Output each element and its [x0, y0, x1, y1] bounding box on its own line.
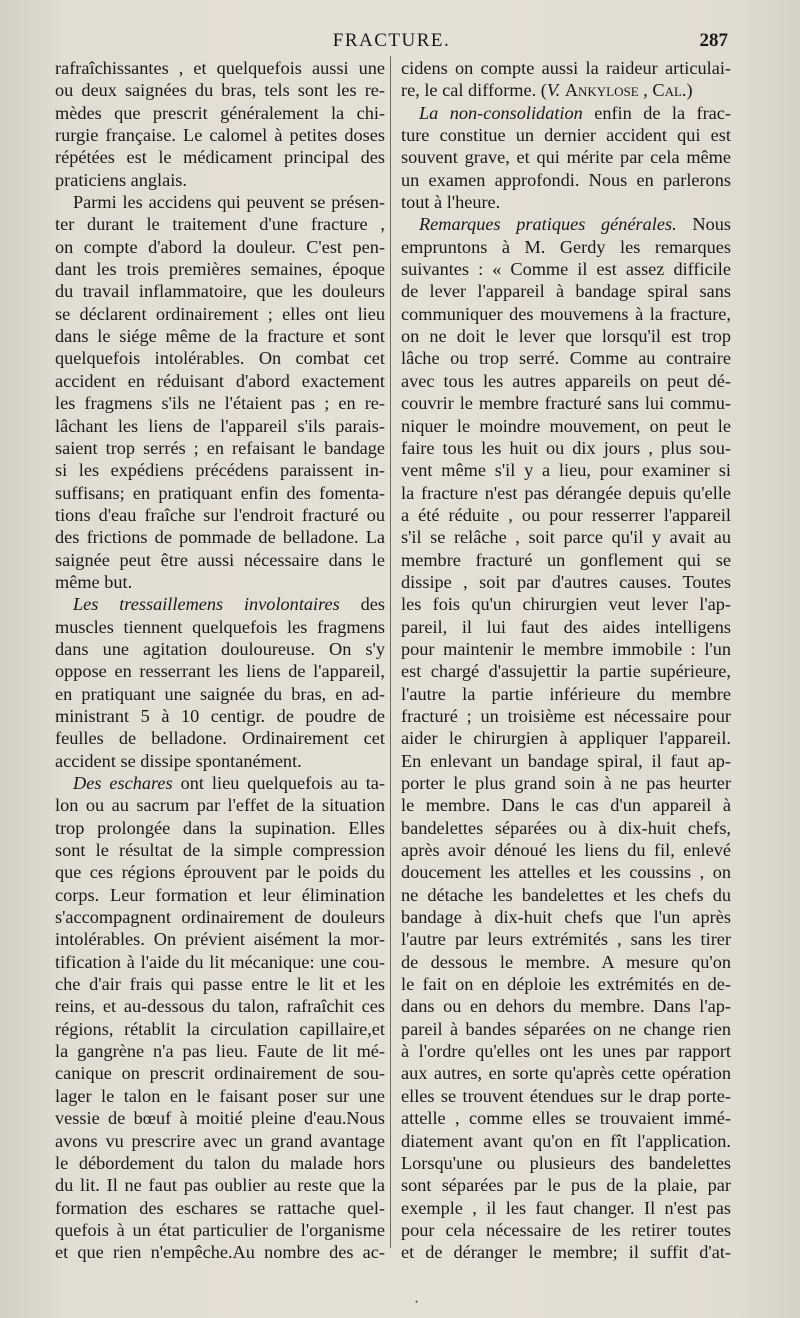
- text-line: communiquer des mouvemens à la fracture,: [401, 303, 731, 324]
- running-title: FRACTURE.: [332, 30, 451, 51]
- text-line: couvrir le membre fracturé sans lui commu-: [401, 393, 731, 414]
- text-line: a été réduite , ou pour resserrer l'appareil: [401, 504, 731, 525]
- text-line: avec tous les autres appareils on peut dé-: [401, 370, 731, 391]
- text-line: Parmi les accidens qui peuvent se présen-: [73, 192, 385, 213]
- text-line: porter le plus grand soin à ne pas heurter: [401, 773, 731, 793]
- page-number: 287: [699, 30, 728, 51]
- text-line: de lever l'appareil à bandage spiral sans: [401, 281, 731, 302]
- text-line: doucement les attelles et les coussins , on: [401, 862, 731, 883]
- text-line: et que rien n'empêche.Au nombre des ac-: [55, 1242, 385, 1263]
- text-line: formation des eschares se rattache quel-: [55, 1197, 385, 1218]
- running-header: [55, 30, 728, 56]
- text-line: tions d'eau fraîche sur l'endroit fracturé ou: [55, 504, 385, 525]
- printer-mark: •: [415, 1297, 419, 1307]
- text-line: che d'air frais qui passe entre le lit et les: [55, 974, 385, 995]
- text-line: régions, rétablit la circulation capillaire,et: [55, 1018, 385, 1039]
- text-line: reins, et au-dessous du talon, rafraîchit ces: [55, 996, 385, 1017]
- text-line: avons vu prescrire avec un grand avantage: [55, 1130, 385, 1151]
- text-line: En enlevant un bandage spiral, il faut ap-: [401, 750, 731, 771]
- text-line: dans une agitation douloureuse. On s'y: [55, 638, 385, 659]
- text-line: praticiens anglais.: [55, 169, 187, 190]
- text-line: en pratiquant une saignée du bras, en ad-: [55, 683, 385, 704]
- text-line: dans le siége même de la fracture et sont: [55, 326, 385, 347]
- text-line: même but.: [55, 571, 133, 592]
- text-line: on compte d'abord la douleur. C'est pen-: [55, 236, 385, 257]
- text-line: sont le résultat de la simple compression: [55, 840, 385, 861]
- text-line: trop prolongée dans la supination. Elles: [55, 817, 385, 838]
- text-line: empruntons à M. Gerdy les remarques: [401, 236, 731, 257]
- text-line: du travail inflammatoire, que les douleurs: [55, 281, 385, 302]
- text-line: ter durant le traitement d'une fracture ,: [55, 214, 385, 235]
- text-line: Remarques pratiques générales. Nous: [419, 214, 731, 235]
- text-line: le membre. Dans le cas d'un appareil à: [401, 795, 731, 816]
- text-line: on ne doit le lever que lorsqu'il est trop: [401, 326, 731, 347]
- text-line: aider le chirurgien à appliquer l'appareil.: [401, 728, 731, 749]
- text-line: est chargé d'assujettir la partie supérieure,: [401, 661, 731, 682]
- text-line: rafraîchissantes , et quelquefois aussi une: [55, 58, 385, 78]
- text-line: et de déranger le membre; il suffit d'at-: [401, 1242, 731, 1263]
- text-line: diatement avant qu'on en fît l'application.: [401, 1130, 731, 1151]
- text-line: pour maintenir le membre immobile : l'un: [401, 638, 731, 659]
- text-line: se déclarent ordinairement ; elles ont lieu: [55, 303, 385, 324]
- text-line: Les tressaillemens involontaires des: [73, 594, 385, 615]
- text-line: saient trop serrés ; en refaisant le bandage: [55, 437, 385, 458]
- text-line: aux autres, en sorte qu'après cette opération: [401, 1063, 731, 1084]
- text-line: quefois à un état particulier de l'organisme: [55, 1219, 385, 1240]
- text-line: lon ou au sacrum par l'effet de la situation: [55, 795, 385, 816]
- right-text-column: [401, 57, 731, 1264]
- text-line: La non-consolidation enfin de la frac-: [419, 102, 731, 123]
- text-line: suffisans; en pratiquant enfin des fomenta-: [55, 482, 385, 503]
- text-line: le fait on en déploie les extrémités en de-: [401, 974, 731, 995]
- text-line: mèdes que prescrit généralement la chi-: [55, 102, 385, 123]
- text-line: pareil, il lui faut des aides intelligens: [401, 616, 731, 637]
- text-line: intolérables. On prévient aisément la mor-: [55, 929, 385, 950]
- text-line: lâchant les liens de l'appareil s'ils parais-: [55, 415, 385, 436]
- text-line: s'accompagnent ordinairement de douleurs: [55, 907, 385, 928]
- text-line: à l'ordre qu'elles ont les unes par rapport: [401, 1041, 731, 1062]
- text-line: oppose en resserrant les liens de l'appareil,: [55, 661, 385, 682]
- text-line: ture constitue un dernier accident qui est: [401, 125, 731, 146]
- text-line: bandage à dix-huit chefs que l'un après: [401, 907, 731, 928]
- text-line: bandelettes séparées ou à dix-huit chefs,: [401, 817, 731, 838]
- text-line: quelquefois intolérables. On combat cet: [55, 348, 385, 369]
- text-line: fracturé ; un troisième est nécessaire pour: [401, 705, 731, 726]
- text-line: si les expédiens précédens paraissent in-: [55, 460, 385, 481]
- text-line: elles se trouvent étendues sur le drap porte-: [401, 1085, 731, 1106]
- text-line: les fois qu'un chirurgien veut lever l'ap-: [401, 594, 731, 615]
- text-line: niquer le moindre mouvement, on peut le: [401, 415, 731, 436]
- text-line: cidens on compte aussi la raideur articulai-: [401, 58, 731, 78]
- text-line: ministrant 5 à 10 centigr. de poudre de: [55, 705, 385, 726]
- text-line: rurgie française. Le calomel à petites doses: [55, 125, 385, 146]
- text-line: la gangrène n'a pas lieu. Faute de lit mé-: [55, 1041, 385, 1062]
- text-line: accident en réduisant d'abord exactement: [55, 370, 385, 391]
- text-line: pareil à bandes séparées on ne change rien: [401, 1018, 731, 1039]
- text-line: lager le talon en le faisant poser sur une: [55, 1085, 385, 1106]
- text-line: que ces régions éprouvent par le poids du: [55, 862, 385, 883]
- text-line: un examen approfondi. Nous en parlerons: [401, 169, 731, 190]
- text-line: muscles tiennent quelquefois les fragmens: [55, 616, 385, 637]
- text-line: la fracture n'est pas dérangée depuis qu'elle: [401, 482, 731, 503]
- text-line: ne détache les bandelettes et les chefs du: [401, 884, 731, 905]
- text-line: s'il se relâche , soit parce qu'il y avait au: [401, 527, 731, 548]
- text-line: le débordement du talon du malade hors: [55, 1152, 385, 1173]
- text-line: souvent grave, et qui mérite par cela même: [401, 147, 731, 168]
- column-divider: [390, 56, 391, 1248]
- text-line: vent même s'il y a lieu, pour examiner si: [401, 460, 731, 481]
- text-line: dant les trois premières semaines, époque: [55, 259, 385, 280]
- text-line: re, le cal difforme. (V. Ankylose , Cal.): [401, 80, 693, 101]
- text-line: accident se dissipe spontanément.: [55, 750, 302, 771]
- text-line: les fragmens s'ils ne l'étaient pas ; en re-: [55, 393, 385, 414]
- text-line: sont séparées par le pus de la plaie, par: [401, 1175, 731, 1196]
- text-line: dissipe , soit par d'autres causes. Toutes: [401, 571, 731, 592]
- text-line: vessie de bœuf à moitié pleine d'eau.Nous: [55, 1108, 385, 1129]
- text-line: faire tous les huit ou dix jours , plus sou-: [401, 437, 731, 458]
- text-line: dans ou en dehors du membre. Dans l'ap-: [401, 996, 731, 1017]
- text-line: canique on prescrit ordinairement de sou-: [55, 1063, 385, 1084]
- text-line: répétées est le médicament principal des: [55, 147, 385, 168]
- text-line: du lit. Il ne faut pas oublier au reste que la: [55, 1175, 385, 1196]
- text-line: l'autre la partie inférieure du membre: [401, 683, 731, 704]
- text-line: exemple , il les faut changer. Il n'est pas: [401, 1197, 731, 1218]
- text-line: Des eschares ont lieu quelquefois au ta-: [73, 773, 385, 793]
- text-line: feulles de belladone. Ordinairement cet: [55, 728, 385, 749]
- text-line: Lorsqu'une ou plusieurs des bandelettes: [401, 1152, 731, 1173]
- text-line: suivantes : « Comme il est assez difficile: [401, 259, 731, 280]
- text-line: des frictions de pommade de belladone. La: [55, 527, 385, 548]
- text-line: tout à l'heure.: [401, 192, 501, 213]
- text-line: de dessous le membre. A mesure qu'on: [401, 951, 731, 972]
- text-line: corps. Leur formation et leur élimination: [55, 884, 385, 905]
- text-line: membre fracturé un gonflement qui se: [401, 549, 731, 570]
- text-line: attelle , comme elles se trouvaient immé-: [401, 1108, 731, 1129]
- left-text-column: [55, 57, 385, 1264]
- text-line: pour cela nécessaire de les retirer toutes: [401, 1219, 731, 1240]
- text-line: l'autre par leurs extrémités , sans les tirer: [401, 929, 731, 950]
- text-line: après avoir dénoué les liens du fil, enlevé: [401, 840, 731, 861]
- text-line: lâche ou trop serré. Comme au contraire: [401, 348, 731, 369]
- text-line: ou deux saignées du bras, tels sont les re-: [55, 80, 385, 101]
- text-line: tification à l'aide du lit mécanique: une cou-: [55, 951, 385, 972]
- text-line: saignée peut être aussi nécessaire dans le: [55, 549, 385, 570]
